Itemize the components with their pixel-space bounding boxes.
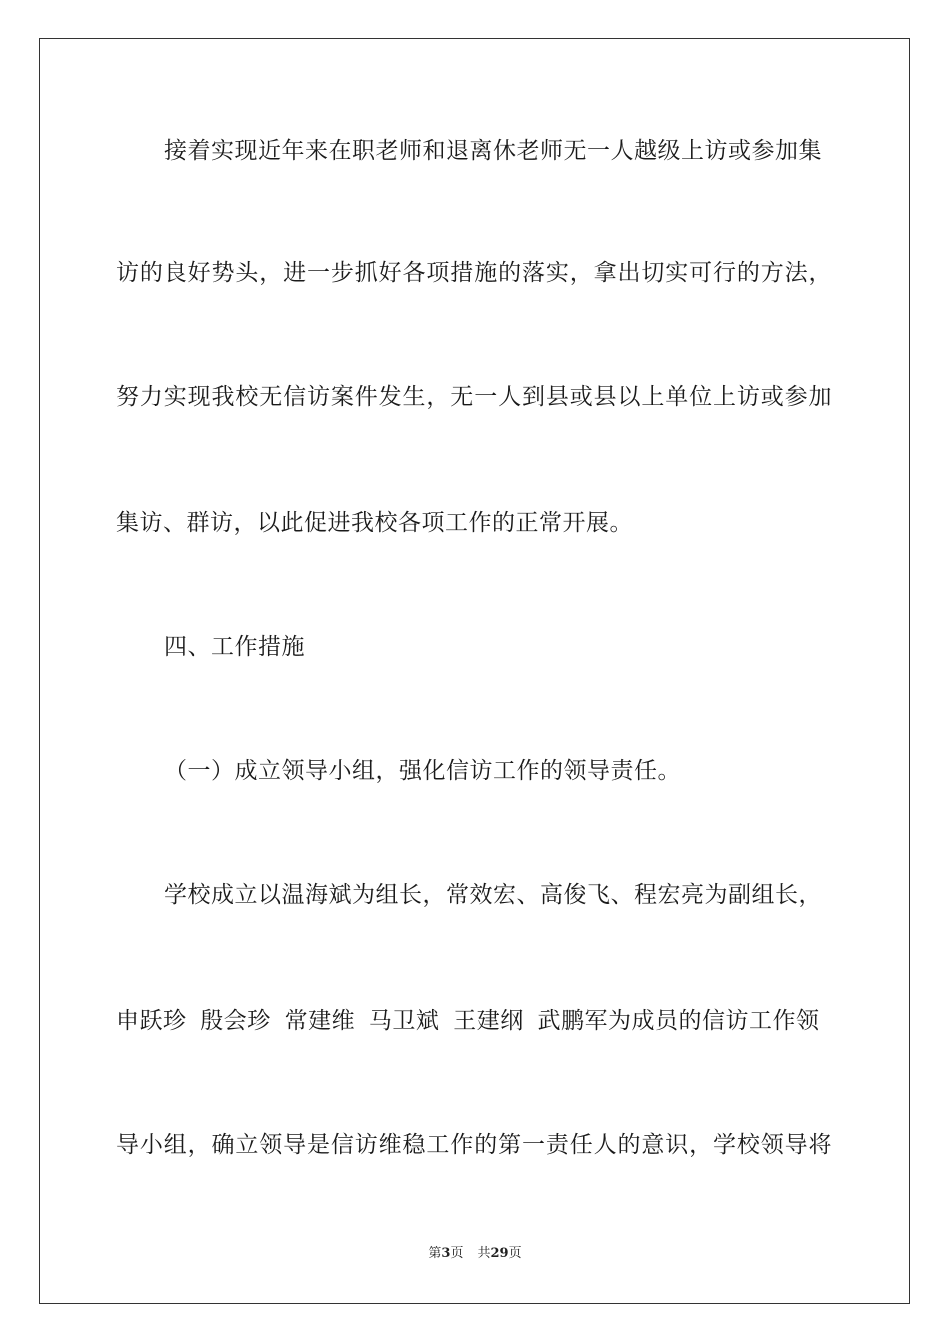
page-prefix: 第	[428, 1246, 442, 1261]
section-heading: 四、工作措施	[164, 634, 305, 660]
total-prefix: 共	[477, 1246, 491, 1261]
paragraph-line-3: 努力实现我校无信访案件发生，无一人到县或县以上单位上访或参加	[116, 384, 832, 410]
page-border	[39, 38, 910, 1304]
subsection-heading: （一）成立领导小组，强化信访工作的领导责任。	[164, 758, 681, 784]
paragraph-line-7: 导小组，确立领导是信访维稳工作的第一责任人的意识，学校领导将	[116, 1132, 832, 1158]
paragraph-line-1: 接着实现近年来在职老师和退离休老师无一人越级上访或参加集	[164, 138, 822, 164]
paragraph-line-6: 申跃珍 殷会珍 常建维 马卫斌 王建纲 武鹏军为成员的信访工作领	[116, 1008, 820, 1034]
paragraph-line-5: 学校成立以温海斌为组长，常效宏、高俊飞、程宏亮为副组长，	[164, 882, 822, 908]
total-suffix: 页	[508, 1246, 522, 1261]
page-suffix: 页	[450, 1246, 464, 1261]
page-footer	[0, 1245, 950, 1263]
page-number: 3	[441, 1246, 451, 1261]
paragraph-line-2: 访的良好势头，进一步抓好各项措施的落实，拿出切实可行的方法，	[116, 260, 832, 286]
total-pages: 29	[490, 1246, 509, 1261]
paragraph-line-4: 集访、群访，以此促进我校各项工作的正常开展。	[116, 510, 633, 536]
